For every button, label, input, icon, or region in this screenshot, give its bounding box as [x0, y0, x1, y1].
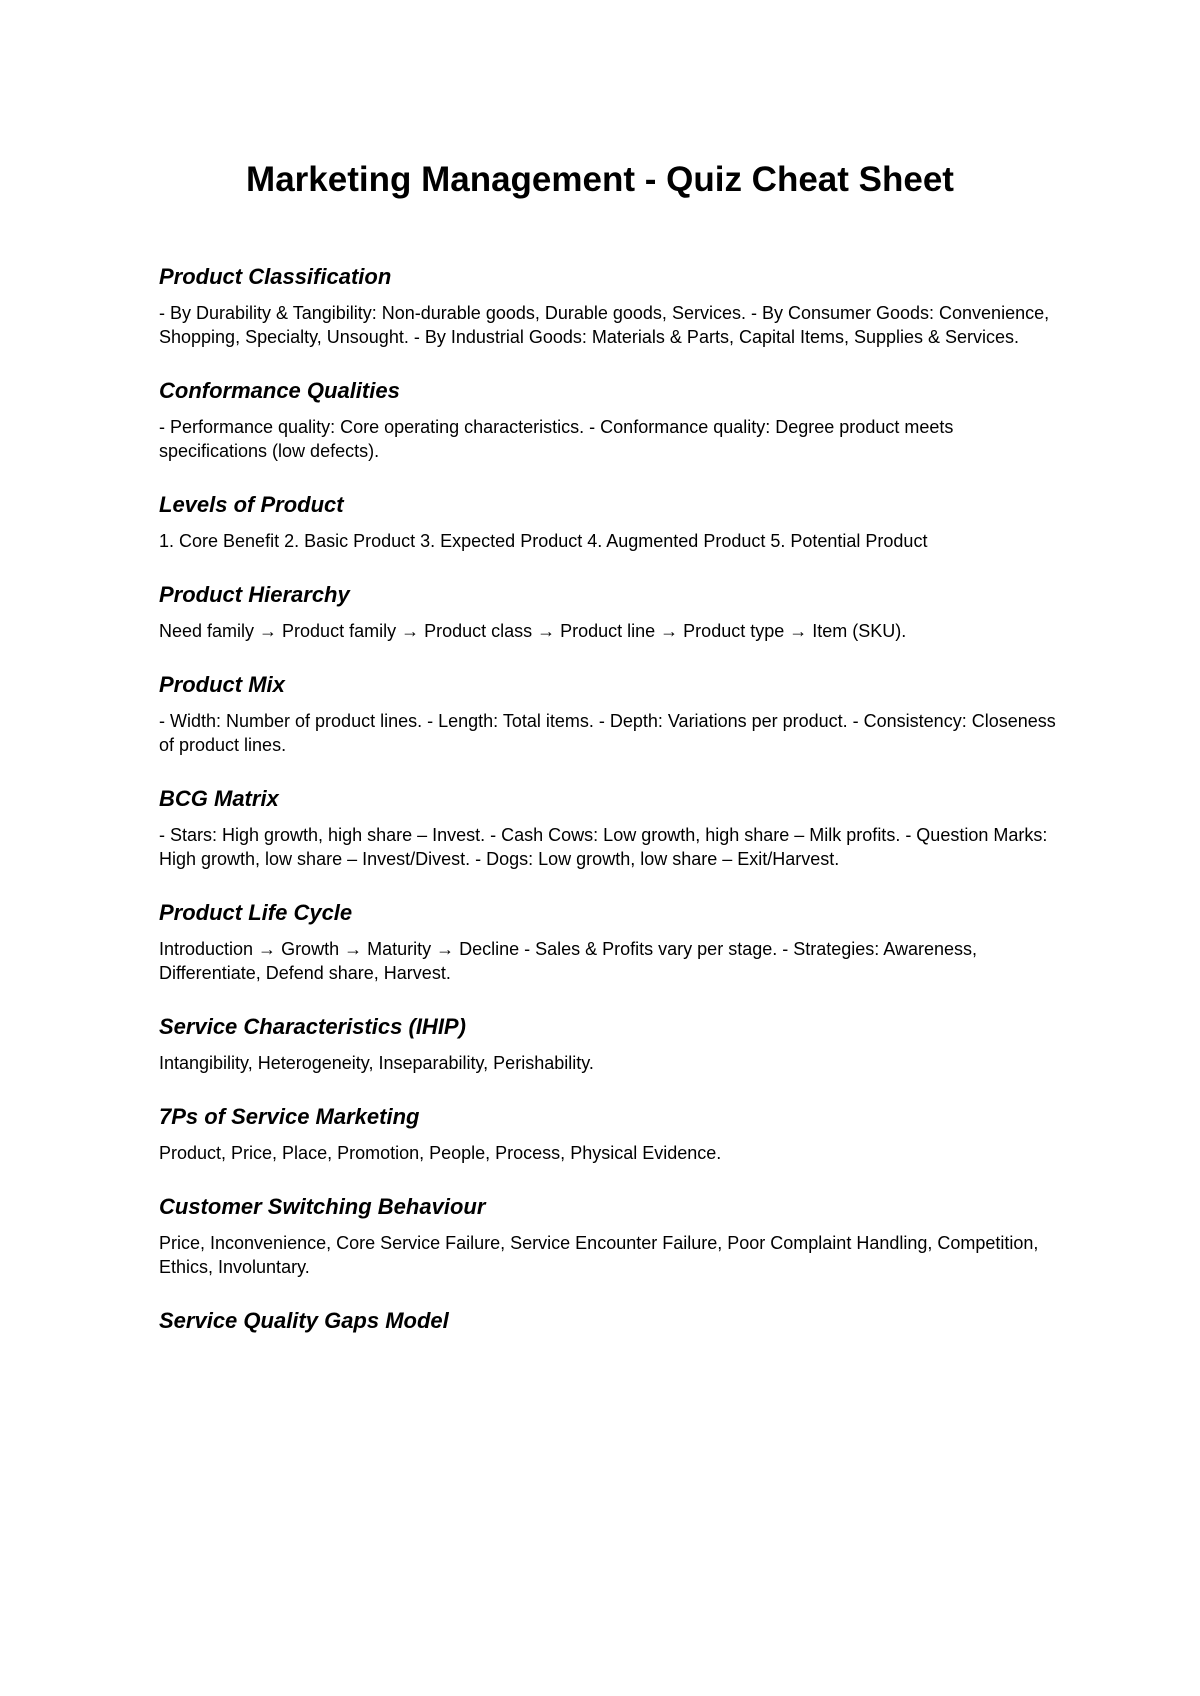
section-body: Need family → Product family → Product class → Product line → Product type → Item (SKU). [159, 621, 907, 641]
document-content [159, 262, 1059, 1345]
section-service-characteristics [159, 1012, 1059, 1075]
section-body: 1. Core Benefit 2. Basic Product 3. Expected Product 4. Augmented Product 5. Potential Product [159, 531, 928, 551]
page-title: Marketing Management - Quiz Cheat Sheet [246, 160, 954, 199]
section-levels-of-product [159, 490, 1059, 553]
section-customer-switching-behaviour [159, 1192, 1059, 1279]
section-product-mix [159, 670, 1059, 757]
section-heading: Product Classification [159, 264, 392, 289]
section-conformance-qualities [159, 376, 1059, 463]
section-body: Product, Price, Place, Promotion, People, Process, Physical Evidence. [159, 1143, 722, 1163]
section-heading: Product Mix [159, 672, 285, 697]
section-bcg-matrix [159, 784, 1059, 871]
section-heading: Conformance Qualities [159, 378, 400, 403]
section-heading: Customer Switching Behaviour [159, 1194, 486, 1219]
section-product-classification [159, 262, 1059, 349]
section-heading: BCG Matrix [159, 786, 279, 811]
section-heading: Product Life Cycle [159, 900, 353, 925]
section-heading: Levels of Product [159, 492, 344, 517]
section-service-quality-gaps-model [159, 1306, 1059, 1336]
section-body: - Performance quality: Core operating characteristics. - Conformance quality: Degree product meets specifications (low defects). [159, 417, 954, 461]
section-product-hierarchy [159, 580, 1059, 643]
section-body: Introduction → Growth → Maturity → Decline - Sales & Profits vary per stage. - Strategies: Awareness, Differentiate, Defend share, Harvest. [159, 939, 977, 983]
section-body: - Width: Number of product lines. - Length: Total items. - Depth: Variations per product. - Consistency: Closeness of product lines. [159, 711, 1056, 755]
section-body: Price, Inconvenience, Core Service Failure, Service Encounter Failure, Poor Complaint Handling, Competition, Ethics, Involuntary. [159, 1233, 1039, 1277]
section-body: - By Durability & Tangibility: Non-durable goods, Durable goods, Services. - By Consumer Goods: Convenience, Shopping, Specialty, Unsought. - By Industrial Goods: Materials & Parts, Capital Items, Supplies & Services. [159, 303, 1050, 347]
section-product-life-cycle [159, 898, 1059, 985]
section-body: Intangibility, Heterogeneity, Inseparability, Perishability. [159, 1053, 594, 1073]
section-7ps-service-marketing [159, 1102, 1059, 1165]
section-heading: Service Quality Gaps Model [159, 1308, 449, 1333]
section-heading: Product Hierarchy [159, 582, 350, 607]
section-heading: Service Characteristics (IHIP) [159, 1014, 466, 1039]
section-heading: 7Ps of Service Marketing [159, 1104, 420, 1129]
section-body: - Stars: High growth, high share – Invest. - Cash Cows: Low growth, high share – Milk profits. - Question Marks: High growth, low share – Invest/Divest. - Dogs: Low growth, low share – Exit/Harvest. [159, 825, 1048, 869]
